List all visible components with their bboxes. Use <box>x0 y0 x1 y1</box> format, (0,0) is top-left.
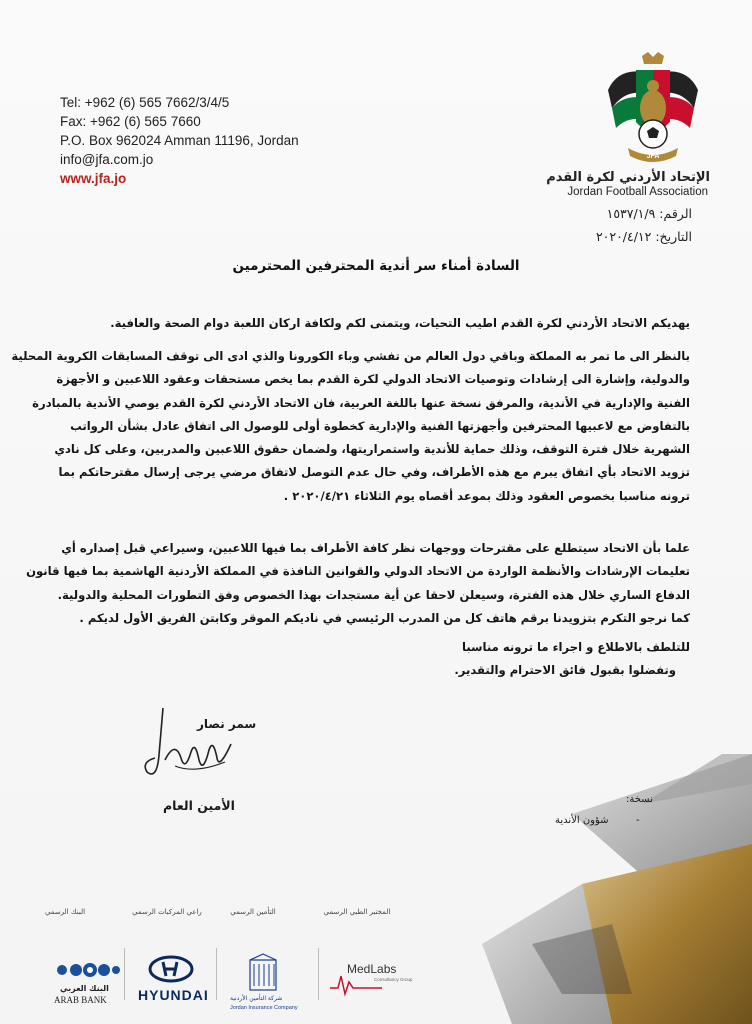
paragraph-line: ترونه مناسبا بخصوص العقود وذلك بموعد أقصاه يوم الثلاثاء ٢٠٢٠/٤/٢١ . <box>283 488 690 503</box>
paragraph-line: بالنظر الى ما تمر به المملكة وباقي دول العالم من تفشي وباء الكورونا والذي ادى الى توقف المسابقات الكروية المحلية <box>11 349 690 363</box>
jordan-insurance-name-arabic: شركة التأمين الأردنية <box>230 995 283 1002</box>
sponsor-label-vehicles: راعي المركبات الرسمي <box>132 908 202 916</box>
copy-recipient: شؤون الأندية <box>555 815 609 826</box>
paragraph-line: كما نرجو التكرم بتزويدنا برقم هاتف كل من المدرب الرئيسي في ناديكم الموقر وكابتن الفريق الأول لديكم . <box>79 610 690 625</box>
signatory-title: الأمين العام <box>163 798 235 813</box>
email-link[interactable]: info@jfa.com.jo <box>60 152 154 167</box>
hyundai-wordmark: HYUNDAI <box>138 987 209 1003</box>
paragraph-line: والدولية، وإشارة الى إرشادات وتوصيات الاتحاد الدولي لكرة القدم بما يخص مستحقات وعقود اللاعبين و الأجهزة <box>56 372 690 387</box>
closing-line: وتفضلوا بقبول فائق الاحترام والتقدير. <box>454 663 676 677</box>
website-link[interactable]: www.jfa.jo <box>60 171 127 186</box>
body-paragraph-1 <box>11 345 690 508</box>
copy-bullet: - <box>636 815 640 826</box>
greeting-line: يهديكم الاتحاد الأردني لكرة القدم اطيب التحيات، ويتمنى لكم ولكافة اركان اللعبة دوام الصحة والعافية. <box>110 316 690 330</box>
sponsor-label-insurance: التأمين الرسمي <box>230 908 276 916</box>
medlabs-wordmark: MedLabs <box>347 962 397 976</box>
jfa-logo <box>598 50 708 170</box>
handwritten-signature <box>135 700 245 810</box>
po-box: P.O. Box 962024 Amman 11196, Jordan <box>60 133 299 148</box>
sponsor-label-medical: المختبر الطبي الرسمي <box>323 908 391 916</box>
arab-bank-name-arabic: البنك العربي <box>60 984 109 993</box>
greeting <box>62 312 690 335</box>
copy-label: نسخة: <box>626 794 653 805</box>
association-name-arabic: الإتحاد الأردني لكرة القدم <box>546 170 710 185</box>
paragraph-line: الشهرية خلال فترة التوقف، وذلك حماية للأندية واستمراريتها، ولضمان حقوق اللاعبين والمدربين، وعلى كل نادي <box>54 442 690 457</box>
paragraph-line: تعليمات الإرشادات والأنظمة الواردة من الاتحاد الدولي والقوانين النافذة في المملكة الأردنية الهاشمية بما فيها قانون <box>26 564 690 579</box>
sponsor-label-bank: البنك الرسمي <box>44 908 86 916</box>
addressee: السادة أمناء سر أندية المحترفين المحترمين <box>232 258 520 274</box>
letter-date: التاريخ: ٢٠٢٠/٤/١٢ <box>595 229 692 244</box>
hyundai-logo <box>148 955 194 983</box>
logo-badge-text: JFA <box>646 153 660 160</box>
telephone: Tel: +962 (6) 565 7662/3/4/5 <box>60 95 230 110</box>
medlabs-subtitle: Consultancy Group <box>374 977 413 982</box>
body-paragraph-2 <box>26 537 690 630</box>
reference-number: الرقم: ١٥٣٧/١/٩ <box>606 206 692 221</box>
paragraph-line: الفنية والإدارية في الأندية، والمرفق نسخة عنها باللغة العربية، فان الاتحاد الأردني لكرة القدم يوصي الأندية بالمبادرة <box>32 395 690 410</box>
sponsor-divider <box>318 948 319 1000</box>
jordan-insurance-logo <box>248 952 278 992</box>
closing-paragraph <box>62 636 690 682</box>
jordan-insurance-name-english: Jordan Insurance Company <box>230 1005 298 1011</box>
arab-bank-name-english: ARAB BANK <box>54 995 107 1005</box>
contact-block <box>60 93 299 188</box>
fax: Fax: +962 (6) 565 7660 <box>60 114 201 129</box>
signatory-name: سمر نصار <box>197 717 257 731</box>
association-name-english: Jordan Football Association <box>567 186 708 198</box>
paragraph-line: الدفاع الساري خلال هذه الفترة، وسيعلن لاحقا عن أية مستجدات بهذا الخصوص وفق التطورات المحلية والدولية. <box>57 587 690 602</box>
paragraph-line: بالتفاوض مع لاعبيها المحترفين وأجهزتها الفنية والإدارية كخطوة أولى للوصول الى اتفاق عادل بشأن الرواتب <box>70 418 690 433</box>
paragraph-line: علما بأن الاتحاد سيتطلع على مقترحات ووجهات نظر كافة الأطراف بما فيها اللاعبين، وسيراعي قبل إصداره أي <box>61 541 690 555</box>
decorative-corner-graphic <box>422 694 752 1024</box>
sponsor-divider <box>216 948 217 1000</box>
sponsor-divider <box>124 948 125 1000</box>
paragraph-line: تزويد الاتحاد بأي اتفاق يبرم مع هذه الأطراف، وفي حال عدم التوصل لاتفاق مرضي يرجى إرسال مقترحاتكم بما <box>58 465 690 480</box>
closing-line: للتلطف بالاطلاع و اجراء ما ترونه مناسبا <box>462 640 690 654</box>
arab-bank-logo <box>56 958 120 982</box>
